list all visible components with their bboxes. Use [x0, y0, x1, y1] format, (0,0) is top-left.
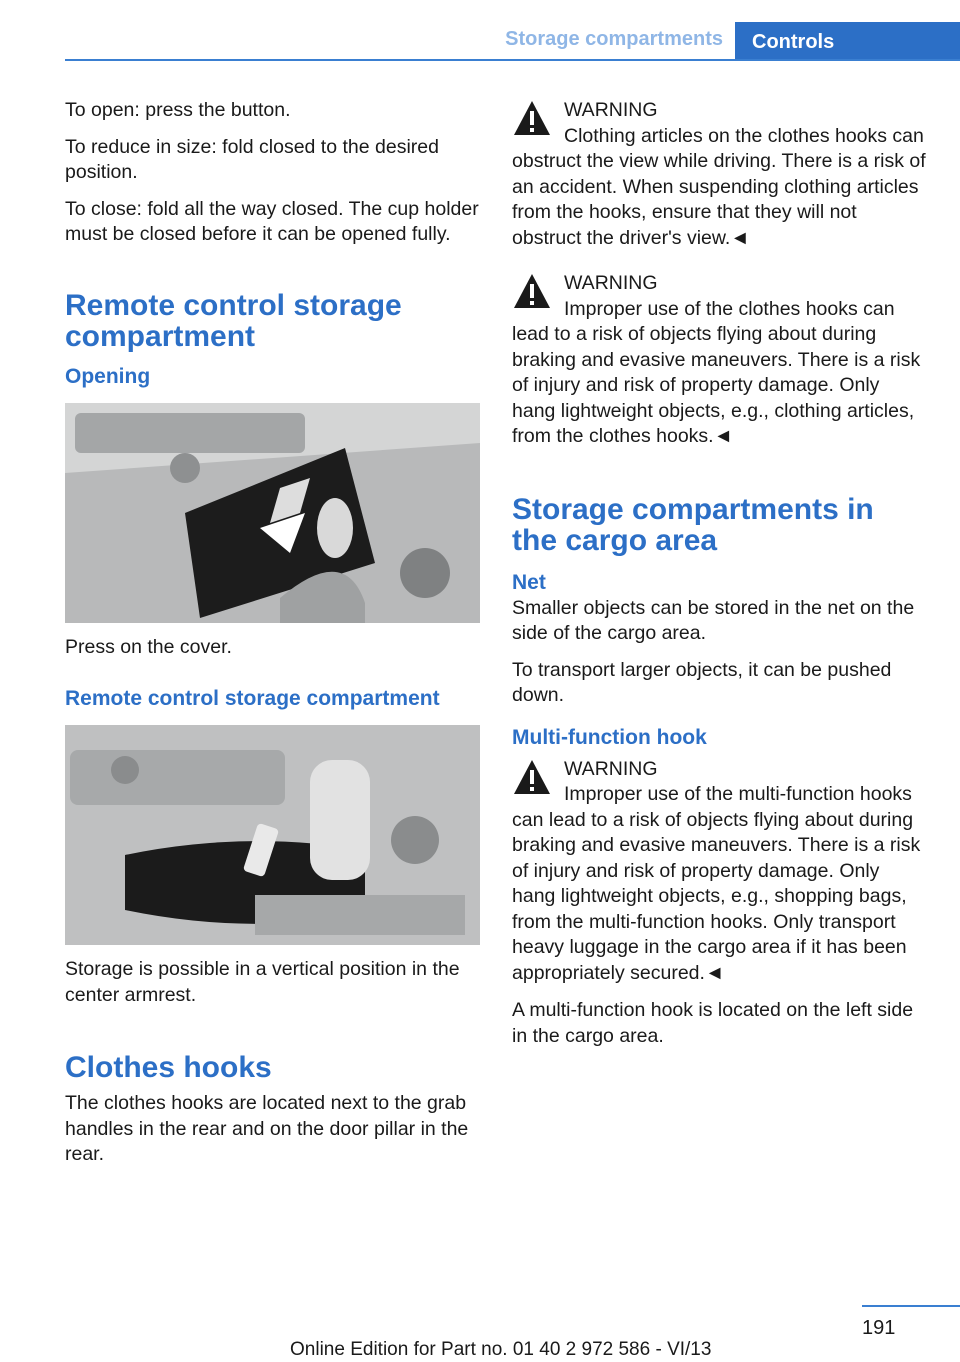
heading-remote-storage: Remote control storage compartment	[65, 288, 402, 353]
remote-compartment-photo	[65, 725, 480, 945]
paragraph: To reduce in size: fold closed to the desired position.	[65, 135, 439, 183]
warning-block	[512, 757, 927, 987]
console-cover-photo	[65, 403, 480, 623]
warning-triangle-icon	[512, 757, 552, 797]
page-footer	[0, 1300, 960, 1362]
caption: Press on the cover.	[65, 635, 232, 658]
warning-label: WARNING	[564, 99, 658, 121]
warning-text: Improper use of the multi-function hooks can lead to a risk of objects flying about during braking and evasive maneuvers. There is a risk of injury and risk of property damage. Only hang lightweight objects, e.g., shopping bags, from the multi-function hooks. Only transport heavy luggage in the cargo area if it has been appropriately secured.◄	[512, 783, 921, 984]
paragraph: To close: fold all the way closed. The cup holder must be closed before it can be opened fully.	[65, 197, 479, 245]
footer-rule	[862, 1305, 960, 1307]
subheading-multi-function-hook: Multi-function hook	[512, 725, 707, 749]
warning-triangle-icon	[512, 98, 552, 138]
subheading-remote: Remote control storage compartment	[65, 687, 440, 710]
warning-label: WARNING	[564, 757, 658, 780]
chapter-tab: Controls	[735, 22, 960, 60]
warning-text: Improper use of the clothes hooks can lead to a risk of objects flying about during braking and evasive maneuvers. There is a risk of injury and risk of property damage. Only hang lightweight objects, e.g., clothing articles, from the clothes hooks.◄	[512, 297, 921, 447]
warning-block	[512, 271, 927, 450]
heading-cargo-storage: Storage compartments in the cargo area	[512, 492, 874, 557]
paragraph: The clothes hooks are located next to the grab handles in the rear and on the door pillar in the rear.	[65, 1092, 469, 1165]
header-rule	[65, 59, 960, 61]
warning-text: Clothing articles on the clothes hooks can obstruct the view while driving. There is a risk of an accident. When suspending clothing articles from the hooks, ensure that they will not obstruct the driver's view.◄	[512, 124, 926, 249]
paragraph: To transport larger objects, it can be pushed down.	[512, 658, 892, 706]
paragraph: A multi-function hook is located on the left side in the cargo area.	[512, 999, 914, 1047]
subheading-opening: Opening	[65, 364, 151, 388]
section-title: Storage compartments	[505, 28, 723, 50]
heading-clothes-hooks: Clothes hooks	[65, 1051, 272, 1084]
warning-triangle-icon	[512, 271, 552, 311]
page-number: 191	[862, 1317, 896, 1339]
paragraph: Smaller objects can be stored in the net on the side of the cargo area.	[512, 596, 915, 644]
edition-note: Online Edition for Part no. 01 40 2 972 586 - VI/13	[290, 1339, 712, 1360]
warning-block	[512, 98, 927, 251]
caption: Storage is possible in a vertical position in the center armrest.	[65, 958, 460, 1006]
page-header	[65, 0, 960, 62]
left-column	[65, 98, 480, 1179]
subheading-net: Net	[512, 570, 546, 594]
right-column	[512, 98, 927, 1060]
paragraph: To open: press the button.	[65, 99, 291, 121]
warning-label: WARNING	[564, 272, 658, 294]
